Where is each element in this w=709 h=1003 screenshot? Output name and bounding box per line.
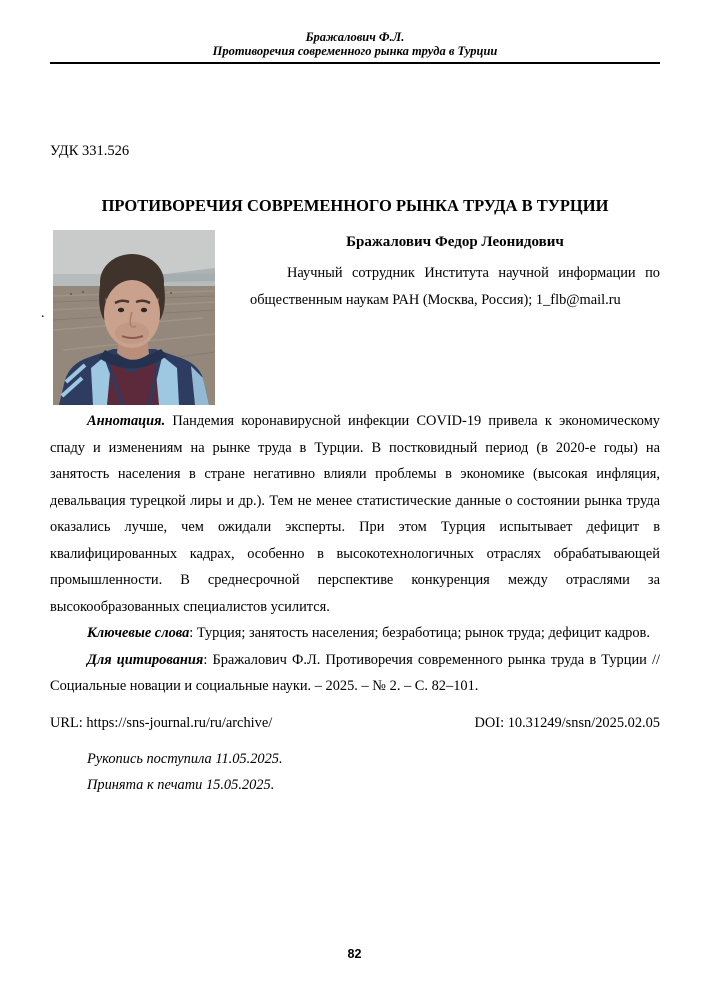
author-affiliation bbox=[250, 260, 660, 314]
page-number: 82 bbox=[347, 947, 362, 961]
author-photo-image bbox=[53, 230, 215, 405]
author-section bbox=[50, 230, 660, 405]
doi-text: DOI: 10.31249/snsn/2025.02.05 bbox=[474, 714, 660, 731]
citation-text: : Бражалович Ф.Л. Противоречия современного рынка труда в Турции // Социальные новации и социальные науки. – 2025. – № 2. – С. 82–101. bbox=[50, 651, 660, 694]
keywords-label: Ключевые слова bbox=[87, 625, 190, 641]
keywords-text: : Турция; занятость населения; безработица; рынок труда; дефицит кадров. bbox=[189, 625, 650, 641]
citation-paragraph bbox=[50, 647, 660, 700]
author-photo bbox=[53, 230, 215, 405]
keywords-paragraph bbox=[50, 620, 660, 647]
abstract-paragraph bbox=[50, 408, 660, 620]
date-received: Рукопись поступила 11.05.2025. bbox=[87, 750, 283, 767]
udc-code: УДК 331.526 bbox=[50, 143, 130, 159]
page-title: ПРОТИВОРЕЧИЯ СОВРЕМЕННОГО РЫНКА ТРУДА В ТУРЦИИ bbox=[101, 196, 609, 215]
affiliation-text: Научный сотрудник Института научной информации по общественным наукам РАН (Москва, Россия); bbox=[250, 265, 660, 308]
abstract-text: Пандемия коронавирусной инфекции COVID-19 привела к экономическому спаду и изменениям на рынке труда в Турции. В постковидный период (в 2020-е годы) на занятость населения в стране негативно влияли проблемы в экономике (высокая инфляция, девальвация турецкой лиры и др.). Тем не менее статистические данные о состоянии рынка труда оказались лучше, чем ожидали эксперты. При этом Турция испытывает дефицит в квалифицированных кадрах, особенно в высокотехнологичных отраслях обрабатывающей промышленности. В среднесрочной перспективе конкуренция между отраслями за высокообразованных специалистов усилится. bbox=[50, 413, 661, 615]
date-accepted: Принята к печати 15.05.2025. bbox=[87, 777, 275, 793]
running-head-title: Противоречия современного рынка труда в Турции bbox=[212, 44, 498, 58]
author-info bbox=[250, 230, 660, 405]
stray-mark: . bbox=[41, 306, 45, 321]
links-row bbox=[50, 714, 660, 732]
url-link[interactable]: URL: https://sns-journal.ru/ru/archive/ bbox=[50, 714, 273, 731]
running-head bbox=[50, 0, 660, 64]
email-link[interactable]: 1_flb@mail.ru bbox=[535, 292, 621, 308]
running-head-author: Бражалович Ф.Л. bbox=[305, 30, 405, 44]
citation-label: Для цитирования bbox=[87, 651, 204, 668]
manuscript-dates bbox=[50, 746, 660, 799]
author-name: Бражалович Федор Леонидович bbox=[346, 234, 564, 250]
abstract-label: Аннотация. bbox=[87, 413, 166, 429]
